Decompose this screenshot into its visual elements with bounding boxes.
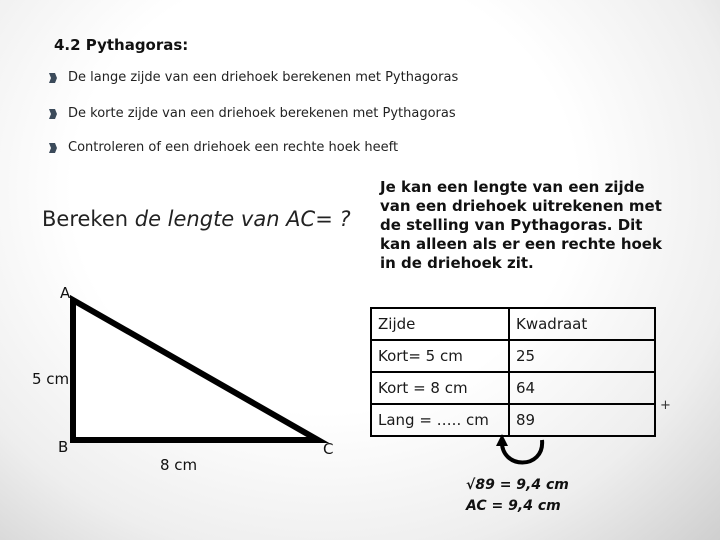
- bullet-text: De lange zijde van een driehoek berekenen met Pythagoras: [68, 70, 459, 85]
- table-header-row: [371, 308, 655, 340]
- side-bc-label: 8 cm: [160, 456, 198, 474]
- side-ab-label: 5 cm: [32, 370, 70, 388]
- answer-line-root: √89 = 9,4 cm: [466, 477, 569, 493]
- table-cell: 25: [509, 340, 655, 372]
- squares-table-wrap: [370, 307, 656, 437]
- table-cell: Kort= 5 cm: [371, 340, 509, 372]
- bullet-text: Controleren of een driehoek een rechte hoek heeft: [68, 140, 399, 155]
- slide-title: 4.2 Pythagoras:: [54, 36, 189, 54]
- answer-line-result: AC = 9,4 cm: [466, 498, 561, 514]
- table-cell: Lang = ….. cm: [371, 404, 509, 436]
- vertex-a-label: A: [60, 284, 71, 302]
- table-header-cell: Zijde: [371, 308, 509, 340]
- question-prefix: Bereken: [42, 207, 135, 231]
- bullet-text: De korte zijde van een driehoek berekenen met Pythagoras: [68, 106, 456, 121]
- vertex-c-label: C: [323, 440, 334, 458]
- table-cell: 89: [509, 404, 655, 436]
- table-row: [371, 404, 655, 436]
- table-cell: Kort = 8 cm: [371, 372, 509, 404]
- squares-table: [370, 307, 656, 437]
- swap-arrow-icon: [502, 440, 542, 463]
- question-italic: de lengte van AC= ?: [134, 207, 351, 231]
- table-row: [371, 340, 655, 372]
- right-triangle: [73, 300, 318, 440]
- table-header-cell: Kwadraat: [509, 308, 655, 340]
- answer-block: [466, 475, 569, 517]
- table-row: [371, 372, 655, 404]
- explanation-text: Je kan een lengte van een zijde van een driehoek uitrekenen met de stelling van Pythagoras. Dit kan alleen als er een rechte hoek in de driehoek zit.: [380, 178, 662, 272]
- table-cell: 64: [509, 372, 655, 404]
- plus-sign: +: [660, 398, 671, 413]
- vertex-b-label: B: [58, 438, 69, 456]
